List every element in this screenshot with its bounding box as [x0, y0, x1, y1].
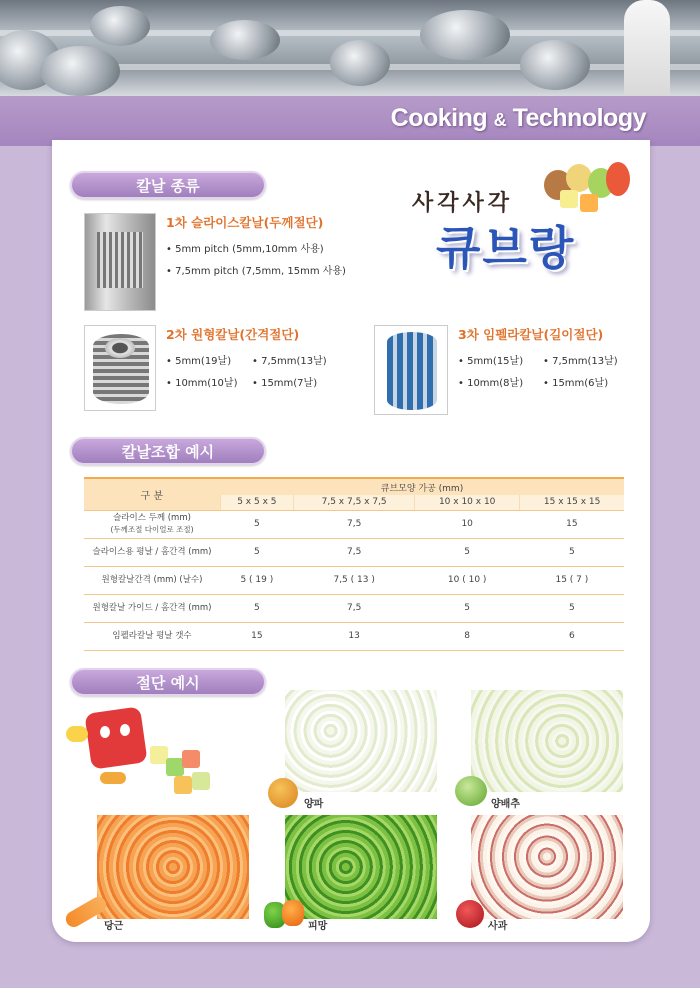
section-cut-examples: 절단 예시 — [70, 668, 266, 696]
kitchen-photo-banner — [0, 0, 700, 96]
table-row — [84, 566, 624, 594]
apple-icon — [456, 900, 484, 928]
table-cell: 5 — [520, 538, 624, 566]
slice-blade-spec: • 7,5mm pitch (7,5mm, 15mm 사용) — [166, 266, 346, 277]
table-cell: 5 — [220, 510, 294, 538]
impeller-blade-spec: • 7,5mm(13날) — [543, 356, 618, 367]
circular-blade-spec: • 15mm(7날) — [252, 378, 318, 389]
table-row — [84, 510, 624, 538]
logo-subtitle: 사각사각 — [412, 190, 514, 216]
table-cell: 8 — [415, 622, 520, 650]
impeller-blade-spec: • 10mm(8날) — [458, 378, 524, 389]
table-cell: 5 — [220, 538, 294, 566]
carrot-label: 당근 — [104, 921, 124, 932]
cooking-technology-title: Cooking & Technology — [390, 104, 646, 132]
orange-pepper-icon — [282, 900, 304, 926]
blade-combination-table — [84, 477, 624, 651]
table-cell: 5 — [415, 594, 520, 622]
cabbage-label: 양배추 — [491, 799, 520, 810]
onion-label: 양파 — [304, 799, 324, 810]
logo-brand: 큐브랑 — [436, 221, 576, 275]
table-corner-header: 구 분 — [84, 478, 220, 510]
row-label: 슬라이스용 평날 / 홈간격 (mm) — [84, 538, 220, 566]
table-cell: 7,5 ( 13 ) — [294, 566, 415, 594]
slice-blade-spec: • 5mm pitch (5mm,10mm 사용) — [166, 244, 324, 255]
onion-cube-photo — [285, 690, 437, 792]
impeller-blade-spec: • 15mm(6날) — [543, 378, 609, 389]
circular-blade-spec: • 7,5mm(13날) — [252, 356, 327, 367]
table-row — [84, 622, 624, 650]
cube-mascot-icon — [66, 702, 216, 802]
chef-figure — [624, 0, 670, 96]
onion-icon — [268, 778, 298, 808]
slice-blade-title: 1차 슬라이스칼날(두께절단) — [166, 215, 324, 230]
circular-blade-spec: • 5mm(19날) — [166, 356, 232, 367]
table-cell: 5 — [415, 538, 520, 566]
row-label: 임펠라칼날 평날 갯수 — [84, 622, 220, 650]
table-cell: 15 — [520, 510, 624, 538]
circular-blade-image — [84, 325, 156, 411]
table-cell: 7,5 — [294, 594, 415, 622]
table-cell: 5 ( 19 ) — [220, 566, 294, 594]
cabbage-cube-photo — [471, 690, 623, 792]
table-row — [84, 594, 624, 622]
circular-blade-title: 2차 원형칼날(간격절단) — [166, 327, 300, 342]
apple-cube-photo — [471, 815, 623, 919]
title-band — [0, 96, 700, 146]
table-cell: 7,5 — [294, 510, 415, 538]
pepper-cube-photo — [285, 815, 437, 919]
cabbage-icon — [455, 776, 487, 806]
section-combination: 칼날조합 예시 — [70, 437, 266, 465]
table-cell: 15 ( 7 ) — [520, 566, 624, 594]
column-header: 7,5 x 7,5 x 7,5 — [294, 495, 415, 510]
row-label: 원형칼날간격 (mm) (날수) — [84, 566, 220, 594]
slice-blade-image — [84, 213, 156, 311]
table-cell: 10 — [415, 510, 520, 538]
impeller-blade-spec: • 5mm(15날) — [458, 356, 524, 367]
row-label: 원형칼날 가이드 / 홈간격 (mm) — [84, 594, 220, 622]
row-label: 슬라이스 두께 (mm) (두께조절 다이얼로 조절) — [84, 510, 220, 538]
column-header: 5 x 5 x 5 — [220, 495, 294, 510]
table-cell: 5 — [220, 594, 294, 622]
impeller-blade-title: 3차 임펠라칼날(길이절단) — [458, 327, 604, 342]
table-cell: 15 — [220, 622, 294, 650]
table-group-header: 큐브모양 가공 (mm) — [220, 478, 624, 495]
carrot-cube-photo — [97, 815, 249, 919]
apple-label: 사과 — [488, 921, 508, 932]
column-header: 10 x 10 x 10 — [415, 495, 520, 510]
table-cell: 5 — [520, 594, 624, 622]
impeller-blade-image — [374, 325, 448, 415]
table-cell: 6 — [520, 622, 624, 650]
pepper-label: 피망 — [308, 921, 328, 932]
section-blade-types: 칼날 종류 — [70, 171, 266, 199]
circular-blade-spec: • 10mm(10날) — [166, 378, 238, 389]
column-header: 15 x 15 x 15 — [520, 495, 624, 510]
table-cell: 7,5 — [294, 538, 415, 566]
vegetable-characters-icon — [540, 160, 632, 216]
table-cell: 10 ( 10 ) — [415, 566, 520, 594]
table-cell: 13 — [294, 622, 415, 650]
table-row — [84, 538, 624, 566]
